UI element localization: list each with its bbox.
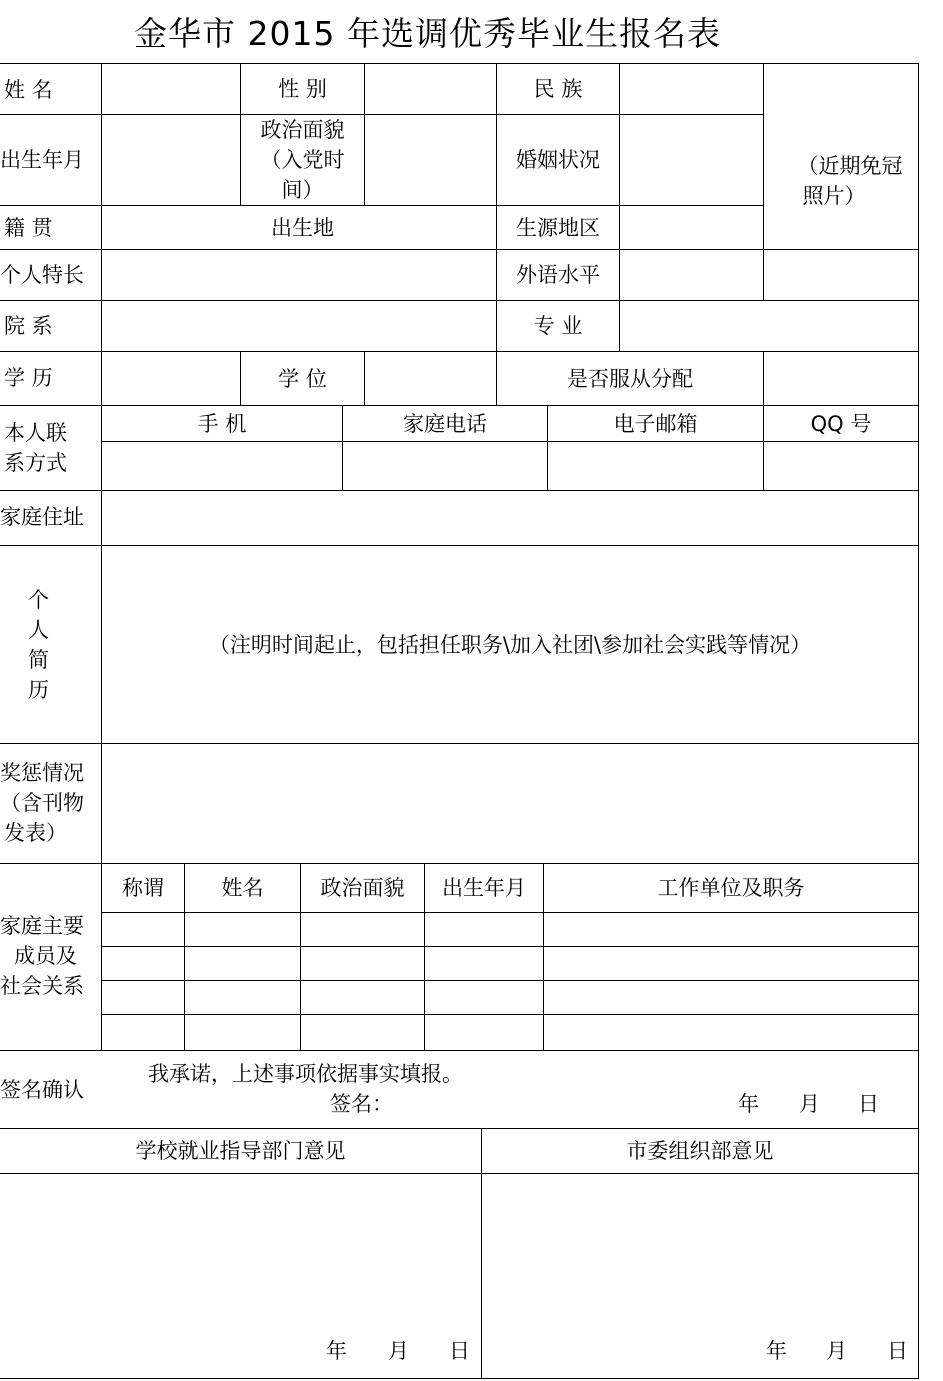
school-date-day: 日 — [449, 1339, 470, 1363]
marital-field[interactable] — [620, 115, 763, 205]
foreign-lang-field[interactable] — [620, 250, 763, 300]
family-row[interactable] — [102, 981, 918, 1014]
school-date-year: 年 — [326, 1339, 347, 1363]
label-org-opinion: 市委组织部意见 — [626, 1139, 774, 1163]
label-awards-line2: （含刊物 — [0, 791, 84, 815]
label-political-line1: 政治面貌 — [260, 118, 345, 142]
label-ethnicity: 民 族 — [533, 77, 583, 101]
native-place-field[interactable] — [102, 206, 240, 249]
mobile-field[interactable] — [102, 442, 342, 490]
school-opinion-field[interactable] — [0, 1174, 481, 1334]
org-date-year: 年 — [766, 1339, 787, 1363]
label-obey-assign: 是否服从分配 — [567, 366, 693, 391]
label-name: 姓 名 — [4, 78, 53, 102]
school-date-month: 月 — [388, 1339, 409, 1363]
pledge-text: 我承诺，上述事项依据事实填报。 — [148, 1062, 463, 1086]
label-specialty: 个人特长 — [0, 263, 84, 287]
org-date-day: 日 — [887, 1339, 908, 1363]
resume-field[interactable] — [102, 546, 918, 743]
family-header-political: 政治面貌 — [320, 876, 405, 900]
family-header-name: 姓名 — [221, 876, 264, 900]
home-phone-field[interactable] — [343, 442, 547, 490]
name-field[interactable] — [102, 64, 240, 114]
label-political-line3: 间） — [281, 178, 324, 202]
label-family-line1: 家庭主要 — [0, 914, 84, 938]
label-sign: 签名确认 — [0, 1078, 84, 1102]
label-contact-line1: 本人联 — [4, 421, 67, 445]
label-marital: 婚姻状况 — [516, 148, 600, 172]
family-header-relation: 称谓 — [122, 876, 164, 900]
label-qq: QQ 号 — [810, 411, 872, 436]
label-resume-4: 历 — [28, 678, 49, 702]
label-degree: 学 位 — [278, 366, 327, 391]
degree-field[interactable] — [365, 352, 496, 405]
signature-label: 签名： — [330, 1092, 393, 1116]
label-family-line2: 成员及 — [14, 944, 77, 968]
label-birth: 出生年月 — [0, 148, 84, 172]
label-awards-line1: 奖惩情况 — [0, 761, 84, 785]
label-school-opinion: 学校就业指导部门意见 — [135, 1139, 346, 1163]
label-awards-line3: 发表） — [4, 821, 67, 845]
org-opinion-field[interactable] — [482, 1174, 918, 1334]
qq-field[interactable] — [764, 442, 918, 490]
awards-field[interactable] — [102, 744, 918, 863]
label-gender: 性 别 — [278, 77, 327, 101]
label-major: 专 业 — [533, 314, 583, 338]
specialty-field[interactable] — [102, 250, 496, 300]
label-family-line3: 社会关系 — [0, 974, 84, 998]
birth-field[interactable] — [102, 115, 240, 205]
page-title: 金华市 2015 年选调优秀毕业生报名表 — [134, 14, 721, 53]
major-field[interactable] — [620, 301, 918, 351]
label-resume-3: 简 — [28, 648, 49, 672]
family-header-work: 工作单位及职务 — [657, 876, 805, 900]
family-header-birth: 出生年月 — [442, 876, 526, 900]
email-field[interactable] — [548, 442, 763, 490]
label-political-line2: （入党时 — [260, 148, 345, 172]
signature-field[interactable] — [390, 1088, 720, 1122]
label-home-phone: 家庭电话 — [403, 411, 487, 436]
label-native-place: 籍 贯 — [4, 216, 53, 240]
label-resume-2: 人 — [28, 618, 49, 642]
origin-region-field[interactable] — [620, 206, 763, 249]
photo-hint-line1: （近期免冠 — [797, 154, 903, 178]
family-row[interactable] — [102, 913, 918, 946]
gender-field[interactable] — [365, 64, 496, 114]
photo-box[interactable] — [764, 64, 918, 300]
address-field[interactable] — [102, 491, 918, 545]
label-education: 学 历 — [4, 366, 53, 390]
label-contact-line2: 系方式 — [4, 451, 67, 475]
photo-hint-line2: 照片） — [802, 184, 866, 208]
label-origin-region: 生源地区 — [516, 215, 600, 240]
label-mobile: 手 机 — [197, 411, 247, 436]
sign-date-month: 月 — [799, 1092, 820, 1116]
sign-date-year: 年 — [738, 1092, 759, 1116]
resume-note: （注明时间起止，包括担任职务\加入社团\参加社会实践等情况） — [208, 632, 812, 657]
birthplace-field[interactable] — [365, 206, 496, 249]
label-foreign-lang: 外语水平 — [516, 263, 600, 287]
department-field[interactable] — [102, 301, 496, 351]
ethnicity-field[interactable] — [620, 64, 763, 114]
family-row[interactable] — [102, 947, 918, 980]
obey-assign-field[interactable] — [764, 352, 918, 405]
label-birthplace: 出生地 — [271, 215, 334, 240]
label-address: 家庭住址 — [0, 505, 84, 529]
org-date-month: 月 — [826, 1339, 847, 1363]
education-field[interactable] — [102, 352, 240, 405]
political-field[interactable] — [365, 115, 496, 205]
sign-date-day: 日 — [858, 1092, 879, 1116]
family-row[interactable] — [102, 1015, 918, 1050]
label-department: 院 系 — [4, 314, 53, 338]
label-resume-1: 个 — [28, 588, 49, 612]
label-email: 电子邮箱 — [613, 411, 698, 436]
